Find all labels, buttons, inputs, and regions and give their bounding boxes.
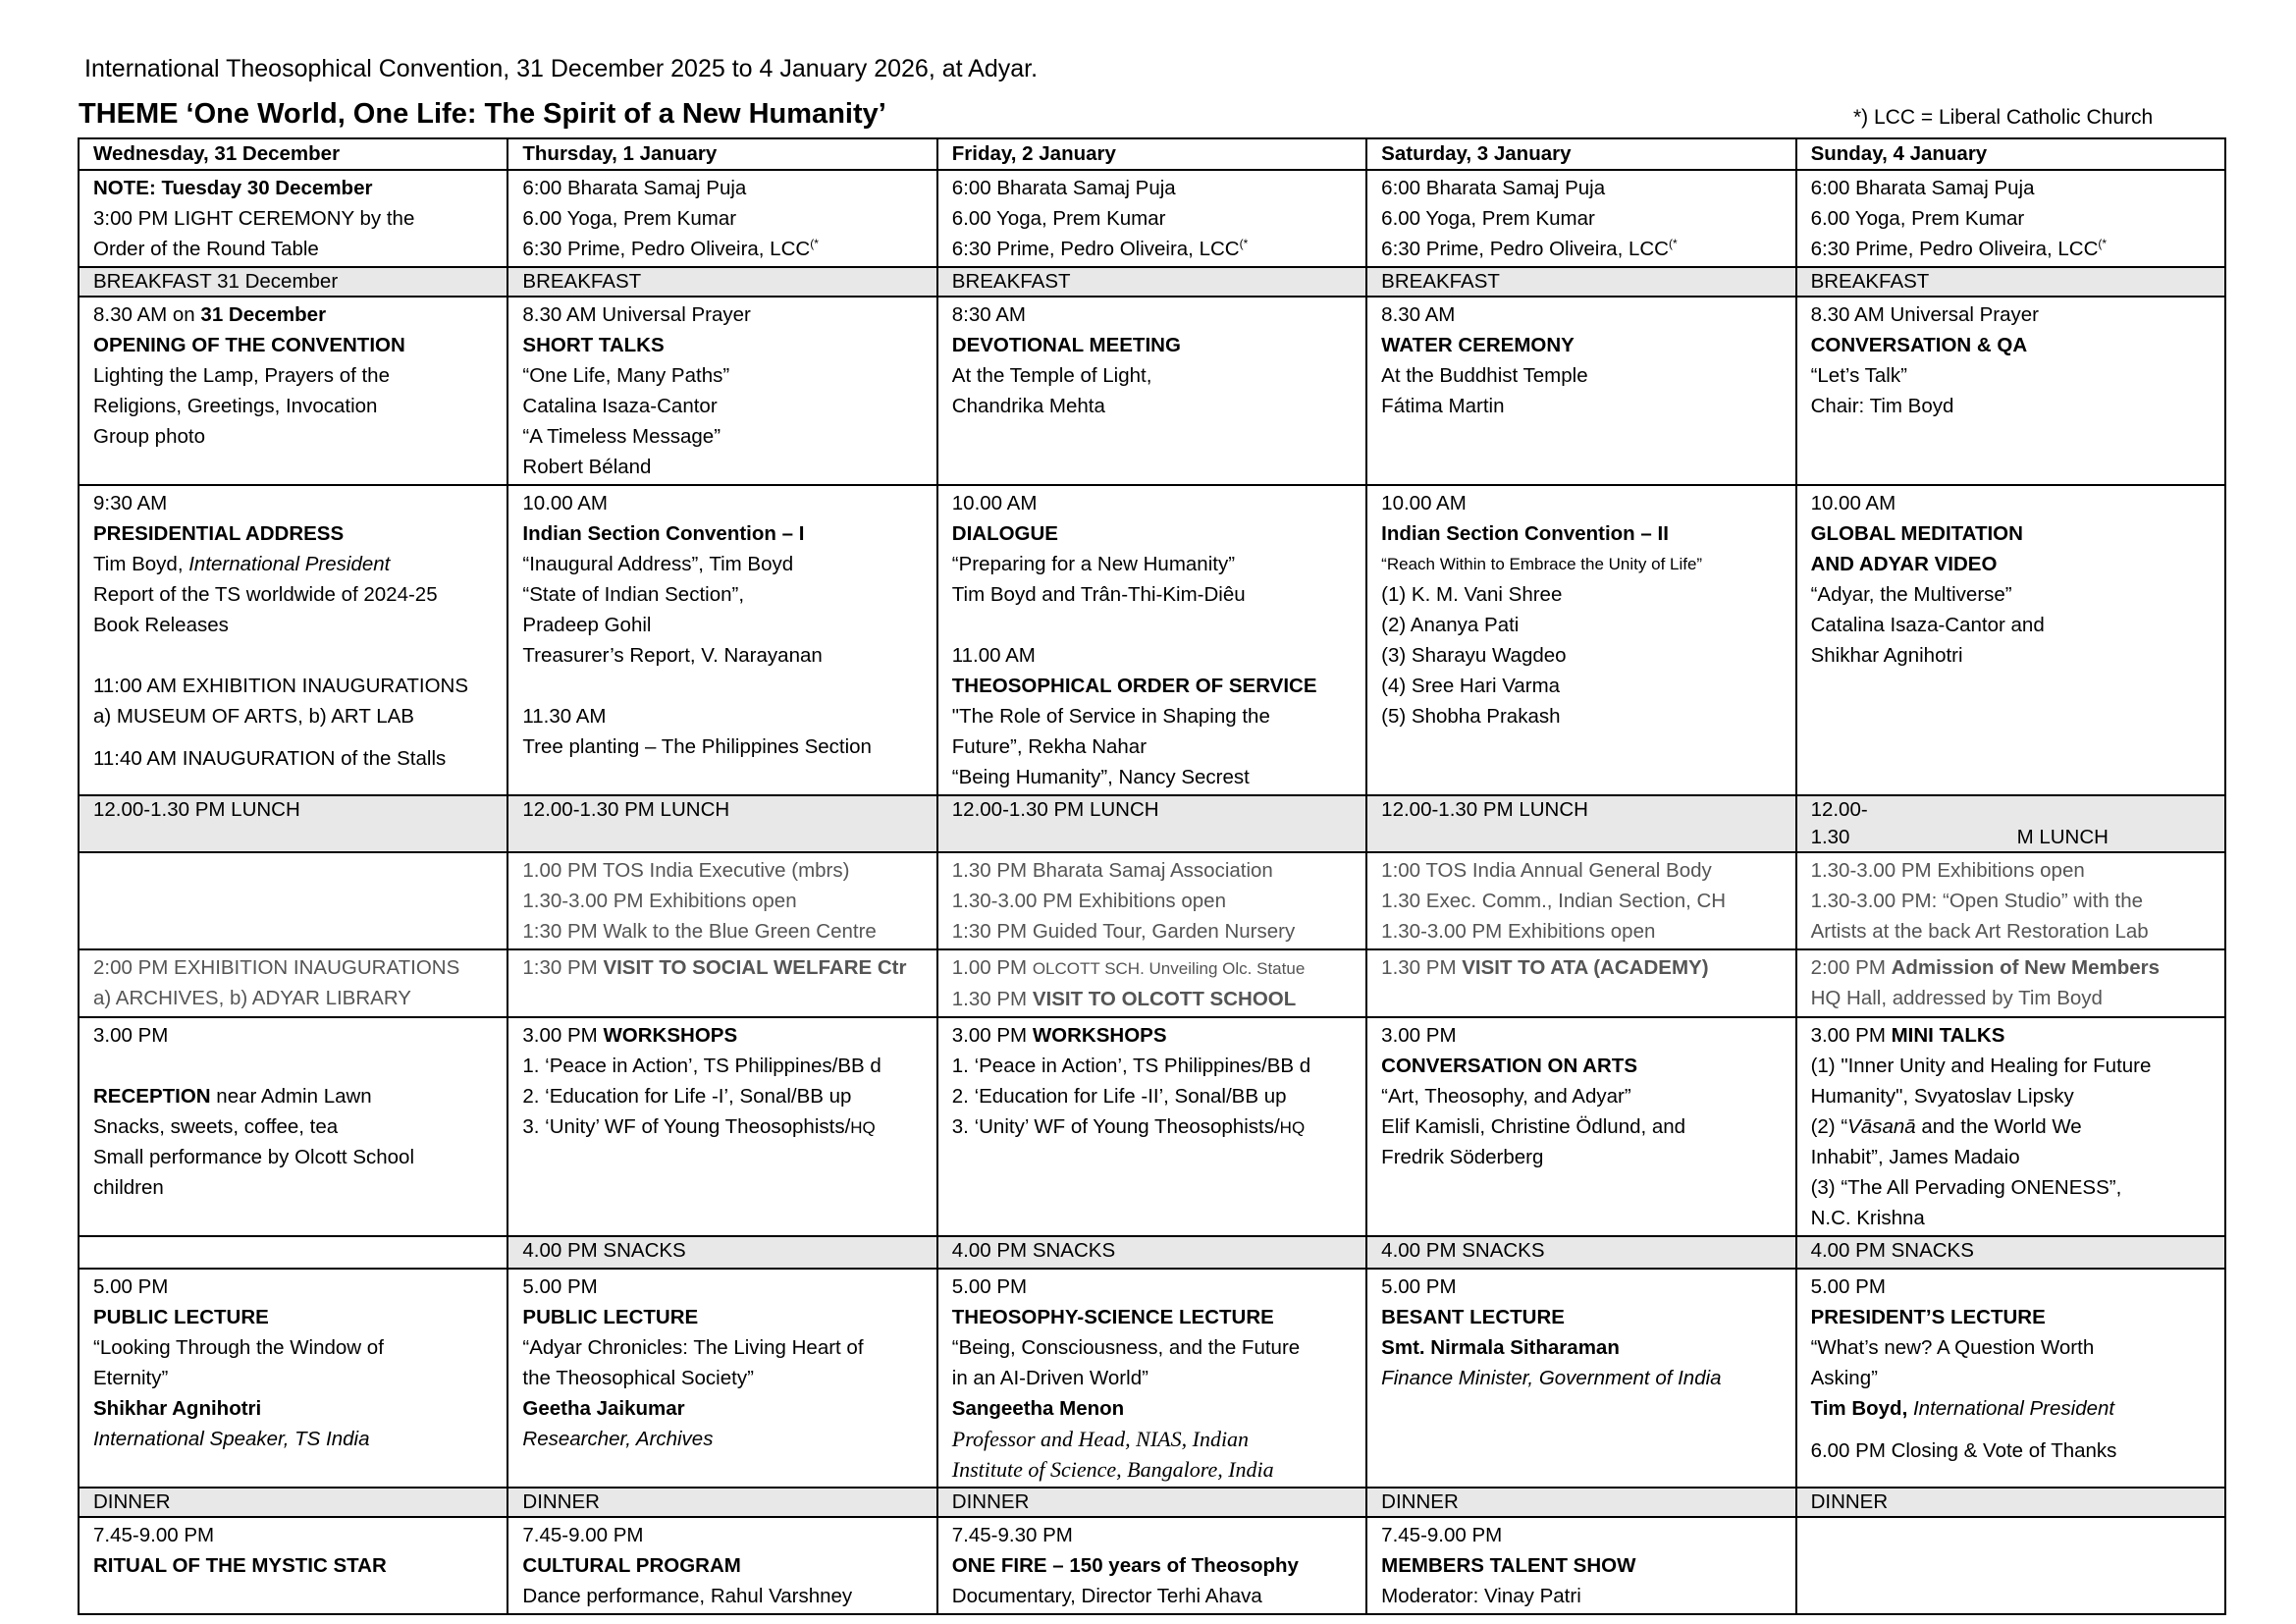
cell-line: Catalina Isaza-Cantor and — [1810, 614, 2045, 636]
cell-line: Snacks, sweets, coffee, tea — [93, 1115, 339, 1138]
cell-fri-late-morning — [937, 485, 1366, 795]
cell-thu-afternoon — [507, 852, 936, 949]
cell-sat-snacks: 4.00 PM SNACKS — [1366, 1236, 1795, 1269]
cell-line: RITUAL OF THE MYSTIC STAR — [93, 1554, 387, 1577]
cell-wed-visits — [79, 949, 507, 1017]
cell-sat-830 — [1366, 297, 1795, 485]
cell-line: 6:00 Bharata Samaj Puja — [1810, 177, 2035, 199]
cell-line: “Being, Consciousness, and the Future — [951, 1336, 1301, 1359]
cell-line: 6:30 Prime, Pedro Oliveira, LCC(* — [522, 237, 819, 260]
cell-line: Small performance by Olcott School — [93, 1146, 414, 1168]
cell-line: 1.30-3.00 PM Exhibitions open — [1810, 859, 2085, 882]
cell-line: Fátima Martin — [1381, 395, 1505, 417]
cell-line: 3:00 PM LIGHT CEREMONY by the — [93, 207, 415, 230]
day-header-sun: Sunday, 4 January — [1796, 138, 2225, 170]
cell-wed-dinner: DINNER — [79, 1488, 507, 1517]
lunch-row — [79, 795, 2225, 852]
early-afternoon-row — [79, 852, 2225, 949]
cell-sat-visits — [1366, 949, 1795, 1017]
cell-sun-lunch: 12.00-1.30 M LUNCH — [1796, 795, 2225, 852]
cell-thu-830 — [507, 297, 936, 485]
cell-line: 6:30 Prime, Pedro Oliveira, LCC(* — [1381, 237, 1678, 260]
cell-fri-lunch: 12.00-1.30 PM LUNCH — [937, 795, 1366, 852]
cell-wed-lecture — [79, 1269, 507, 1488]
cell-line: “What’s new? A Question Worth — [1810, 1336, 2095, 1359]
cell-line: “State of Indian Section”, — [522, 583, 745, 606]
cell-line: 1:30 PM Walk to the Blue Green Centre — [522, 920, 877, 943]
breakfast-row — [79, 267, 2225, 297]
cell-line: 6:00 Bharata Samaj Puja — [951, 177, 1176, 199]
cell-line: “Being Humanity”, Nancy Secrest — [951, 766, 1250, 788]
cell-line: 6:30 Prime, Pedro Oliveira, LCC(* — [951, 237, 1249, 260]
cell-line: 8.30 AM — [1381, 303, 1456, 326]
cell-line: 5.00 PM — [93, 1275, 169, 1298]
cell-line: 1.00 PM OLCOTT SCH. Unveiling Olc. Statue — [951, 956, 1306, 979]
cell-line: 6:00 Bharata Samaj Puja — [522, 177, 747, 199]
cell-line: 3.00 PM — [93, 1024, 169, 1047]
cell-line: “One Life, Many Paths” — [522, 364, 730, 387]
cell-line: 11.00 AM — [951, 644, 1036, 667]
cell-fri-lecture — [937, 1269, 1366, 1488]
cell-line: 1:30 PM VISIT TO SOCIAL WELFARE Ctr — [522, 956, 907, 979]
cell-line: Asking” — [1810, 1367, 1878, 1389]
cell-sat-early — [1366, 170, 1795, 267]
cell-line: HQ Hall, addressed by Tim Boyd — [1810, 987, 2103, 1009]
cell-fri-830 — [937, 297, 1366, 485]
cell-fri-afternoon — [937, 852, 1366, 949]
visits-row — [79, 949, 2225, 1017]
cell-line: Indian Section Convention – I — [522, 522, 805, 545]
convention-title: International Theosophical Convention, 31 December 2025 to 4 January 2026, at Adyar. — [84, 55, 1039, 82]
morning-830-row — [79, 297, 2225, 485]
cell-thu-late-morning — [507, 485, 936, 795]
cell-line: Chair: Tim Boyd — [1810, 395, 1954, 417]
cell-line: Geetha Jaikumar — [522, 1397, 685, 1420]
cell-line: 7.45-9.00 PM — [93, 1524, 215, 1546]
cell-line: DIALOGUE — [951, 522, 1058, 545]
cell-line: N.C. Krishna — [1810, 1207, 1925, 1229]
cell-wed-830 — [79, 297, 507, 485]
cell-line: Inhabit”, James Madaio — [1810, 1146, 2020, 1168]
cell-line: Smt. Nirmala Sitharaman — [1381, 1336, 1620, 1359]
cell-line: Book Releases — [93, 614, 229, 636]
cell-thu-early — [507, 170, 936, 267]
cell-line: “Art, Theosophy, and Adyar” — [1381, 1085, 1631, 1108]
cell-sat-lunch: 12.00-1.30 PM LUNCH — [1366, 795, 1795, 852]
cell-fri-early — [937, 170, 1366, 267]
cell-line: Researcher, Archives — [522, 1428, 714, 1450]
cell-line: Moderator: Vinay Patri — [1381, 1585, 1581, 1607]
cell-line: Elif Kamisli, Christine Ödlund, and — [1381, 1115, 1686, 1138]
cell-line: 11:40 AM INAUGURATION of the Stalls — [93, 747, 447, 770]
day-header-sat: Saturday, 3 January — [1366, 138, 1795, 170]
cell-line: Chandrika Mehta — [951, 395, 1105, 417]
cell-thu-visits — [507, 949, 936, 1017]
cell-line: BESANT LECTURE — [1381, 1306, 1565, 1328]
cell-sun-3pm — [1796, 1017, 2225, 1236]
cell-line: DEVOTIONAL MEETING — [951, 334, 1181, 356]
cell-line: PUBLIC LECTURE — [522, 1306, 699, 1328]
cell-line: 8.30 AM Universal Prayer — [1810, 303, 2039, 326]
cell-thu-3pm — [507, 1017, 936, 1236]
cell-line: Group photo — [93, 425, 205, 448]
cell-line: 10.00 AM — [951, 492, 1038, 514]
cell-line: 9:30 AM — [93, 492, 168, 514]
cell-line: PUBLIC LECTURE — [93, 1306, 269, 1328]
cell-line: (1) "Inner Unity and Healing for Future — [1810, 1055, 2152, 1077]
cell-line: 6.00 PM Closing & Vote of Thanks — [1810, 1439, 2117, 1462]
cell-line: 1:00 TOS India Annual General Body — [1381, 859, 1712, 882]
cell-sun-830 — [1796, 297, 2225, 485]
cell-sat-evening — [1366, 1517, 1795, 1614]
cell-line: Catalina Isaza-Cantor — [522, 395, 718, 417]
cell-line: Future”, Rekha Nahar — [951, 735, 1148, 758]
cell-line: “Preparing for a New Humanity” — [951, 553, 1236, 575]
cell-line: Robert Béland — [522, 456, 652, 478]
afternoon-3pm-row — [79, 1017, 2225, 1236]
cell-line: ONE FIRE – 150 years of Theosophy — [951, 1554, 1299, 1577]
cell-thu-snacks: 4.00 PM SNACKS — [507, 1236, 936, 1269]
cell-line: (1) K. M. Vani Shree — [1381, 583, 1563, 606]
cell-line: Sangeetha Menon — [951, 1397, 1125, 1420]
cell-line: CONVERSATION ON ARTS — [1381, 1055, 1637, 1077]
cell-fri-3pm — [937, 1017, 1366, 1236]
cell-line: “Adyar Chronicles: The Living Heart of — [522, 1336, 864, 1359]
cell-line: 3.00 PM WORKSHOPS — [951, 1024, 1167, 1047]
cell-line: 1:30 PM Guided Tour, Garden Nursery — [951, 920, 1296, 943]
cell-line: Documentary, Director Terhi Ahava — [951, 1585, 1262, 1607]
cell-line: THEOSOPHY-SCIENCE LECTURE — [951, 1306, 1274, 1328]
cell-fri-breakfast: BREAKFAST — [937, 267, 1366, 297]
cell-line: Dance performance, Rahul Varshney — [522, 1585, 853, 1607]
cell-line: Pradeep Gohil — [522, 614, 652, 636]
cell-line: “Reach Within to Embrace the Unity of Life” — [1381, 555, 1703, 573]
cell-line: 1.30 PM VISIT TO ATA (ACADEMY) — [1381, 956, 1709, 979]
cell-line: “Looking Through the Window of — [93, 1336, 384, 1359]
cell-line: 11.30 AM — [522, 705, 607, 728]
cell-line: 8:30 AM — [951, 303, 1026, 326]
cell-line: Shikhar Agnihotri — [1810, 644, 1963, 667]
cell-line: MEMBERS TALENT SHOW — [1381, 1554, 1636, 1577]
cell-line: Treasurer’s Report, V. Narayanan — [522, 644, 823, 667]
cell-line: a) ARCHIVES, b) ADYAR LIBRARY — [93, 987, 411, 1009]
cell-sun-early — [1796, 170, 2225, 267]
cell-line: (3) Sharayu Wagdeo — [1381, 644, 1567, 667]
cell-line: 1.30 Exec. Comm., Indian Section, CH — [1381, 890, 1727, 912]
cell-line: 3.00 PM WORKSHOPS — [522, 1024, 738, 1047]
cell-line: (3) “The All Pervading ONENESS”, — [1810, 1176, 2122, 1199]
cell-line: 1.00 PM TOS India Executive (mbrs) — [522, 859, 850, 882]
cell-line: 1. ‘Peace in Action’, TS Philippines/BB d — [951, 1055, 1311, 1077]
cell-line: GLOBAL MEDITATION — [1810, 522, 2023, 545]
cell-line: 10.00 AM — [522, 492, 609, 514]
cell-line: 3.00 PM MINI TALKS — [1810, 1024, 2005, 1047]
lcc-note: *) LCC = Liberal Catholic Church — [1853, 106, 2154, 129]
cell-line: 8.30 AM on 31 December — [93, 303, 327, 326]
evening-lecture-row — [79, 1269, 2225, 1488]
day-header-thu: Thursday, 1 January — [507, 138, 936, 170]
cell-wed-evening — [79, 1517, 507, 1614]
cell-line: 5.00 PM — [522, 1275, 598, 1298]
cell-line: CONVERSATION & QA — [1810, 334, 2028, 356]
cell-line: 2. ‘Education for Life -I’, Sonal/BB up — [522, 1085, 852, 1108]
cell-line: 6.00 Yoga, Prem Kumar — [1810, 207, 2025, 230]
cell-line: AND ADYAR VIDEO — [1810, 553, 1998, 575]
cell-line: Religions, Greetings, Invocation — [93, 395, 378, 417]
cell-fri-snacks: 4.00 PM SNACKS — [937, 1236, 1366, 1269]
cell-line: 5.00 PM — [1381, 1275, 1457, 1298]
day-header-fri: Friday, 2 January — [937, 138, 1366, 170]
cell-line: children — [93, 1176, 164, 1199]
cell-line: (4) Sree Hari Varma — [1381, 675, 1561, 697]
cell-wed-late-morning — [79, 485, 507, 795]
cell-line: 10.00 AM — [1381, 492, 1467, 514]
cell-line: At the Temple of Light, — [951, 364, 1152, 387]
cell-sun-afternoon — [1796, 852, 2225, 949]
cell-thu-evening — [507, 1517, 936, 1614]
cell-line: THEOSOPHICAL ORDER OF SERVICE — [951, 675, 1317, 697]
cell-line: RECEPTION near Admin Lawn — [93, 1085, 372, 1108]
theme-title: THEME ‘One World, One Life: The Spirit of a New Humanity’ — [79, 98, 886, 130]
cell-sun-breakfast: BREAKFAST — [1796, 267, 2225, 297]
cell-line: Institute of Science, Bangalore, India — [951, 1457, 1274, 1482]
cell-line: (2) “Vāsanā and the World We — [1810, 1115, 2082, 1138]
snacks-row — [79, 1236, 2225, 1269]
dinner-row — [79, 1488, 2225, 1517]
cell-line: 6.00 Yoga, Prem Kumar — [951, 207, 1166, 230]
cell-line: OPENING OF THE CONVENTION — [93, 334, 405, 356]
cell-line: 6.00 Yoga, Prem Kumar — [522, 207, 737, 230]
cell-wed-snacks — [79, 1236, 507, 1269]
cell-line: 5.00 PM — [1810, 1275, 1886, 1298]
cell-line: Indian Section Convention – II — [1381, 522, 1669, 545]
day-header-row — [79, 138, 2225, 170]
cell-line: 6:00 Bharata Samaj Puja — [1381, 177, 1606, 199]
cell-wed-3pm — [79, 1017, 507, 1236]
cell-line: Artists at the back Art Restoration Lab — [1810, 920, 2149, 943]
cell-line: 6.00 Yoga, Prem Kumar — [1381, 207, 1595, 230]
cell-line: “Let’s Talk” — [1810, 364, 1907, 387]
cell-thu-lunch: 12.00-1.30 PM LUNCH — [507, 795, 936, 852]
cell-sat-dinner: DINNER — [1366, 1488, 1795, 1517]
cell-wed-afternoon — [79, 852, 507, 949]
cell-sun-dinner: DINNER — [1796, 1488, 2225, 1517]
cell-line: 3. ‘Unity’ WF of Young Theosophists/HQ — [951, 1115, 1306, 1138]
cell-line: 1. ‘Peace in Action’, TS Philippines/BB d — [522, 1055, 881, 1077]
cell-line: 8.30 AM Universal Prayer — [522, 303, 751, 326]
cell-wed-early — [79, 170, 507, 267]
cell-sun-late-morning — [1796, 485, 2225, 795]
cell-line: 3.00 PM — [1381, 1024, 1457, 1047]
cell-line: 7.45-9.00 PM — [522, 1524, 644, 1546]
cell-line: At the Buddhist Temple — [1381, 364, 1588, 387]
early-morning-row — [79, 170, 2225, 267]
cell-thu-lecture — [507, 1269, 936, 1488]
cell-line: Tim Boyd, International President — [93, 553, 391, 575]
cell-sat-3pm — [1366, 1017, 1795, 1236]
cell-line: Professor and Head, NIAS, Indian — [951, 1427, 1250, 1451]
cell-line: 1.30 PM Bharata Samaj Association — [951, 859, 1273, 882]
cell-sat-late-morning — [1366, 485, 1795, 795]
cell-line: CULTURAL PROGRAM — [522, 1554, 741, 1577]
cell-line: “A Timeless Message” — [522, 425, 721, 448]
cell-line: 11:00 AM EXHIBITION INAUGURATIONS — [93, 675, 468, 697]
day-header-wed: Wednesday, 31 December — [79, 138, 507, 170]
cell-sun-snacks: 4.00 PM SNACKS — [1796, 1236, 2225, 1269]
cell-line: 7.45-9.00 PM — [1381, 1524, 1503, 1546]
cell-line: Order of the Round Table — [93, 238, 319, 260]
cell-line: the Theosophical Society” — [522, 1367, 754, 1389]
cell-wed-breakfast: BREAKFAST 31 December — [79, 267, 507, 297]
cell-line: Humanity", Svyatoslav Lipsky — [1810, 1085, 2074, 1108]
cell-line: 7.45-9.30 PM — [951, 1524, 1073, 1546]
cell-line: "The Role of Service in Shaping the — [951, 705, 1270, 728]
cell-line: PRESIDENT’S LECTURE — [1810, 1306, 2046, 1328]
cell-line: Finance Minister, Government of India — [1381, 1367, 1722, 1389]
cell-sat-afternoon — [1366, 852, 1795, 949]
cell-line: Tree planting – The Philippines Section — [522, 735, 872, 758]
cell-line: PRESIDENTIAL ADDRESS — [93, 522, 345, 545]
cell-line: 10.00 AM — [1810, 492, 1896, 514]
cell-line: Tim Boyd and Trân-Thi-Kim-Diêu — [951, 583, 1246, 606]
cell-line: 1.30-3.00 PM: “Open Studio” with the — [1810, 890, 2143, 912]
cell-line: 2. ‘Education for Life -II’, Sonal/BB up — [951, 1085, 1287, 1108]
cell-sun-evening — [1796, 1517, 2225, 1614]
cell-thu-dinner: DINNER — [507, 1488, 936, 1517]
cell-line: Fredrik Söderberg — [1381, 1146, 1544, 1168]
cell-sat-breakfast: BREAKFAST — [1366, 267, 1795, 297]
cell-line: “Adyar, the Multiverse” — [1810, 583, 2012, 606]
cell-fri-evening — [937, 1517, 1366, 1614]
cell-sat-lecture — [1366, 1269, 1795, 1488]
cell-line: 1.30-3.00 PM Exhibitions open — [1381, 920, 1656, 943]
cell-line: “Inaugural Address”, Tim Boyd — [522, 553, 794, 575]
cell-line: (2) Ananya Pati — [1381, 614, 1520, 636]
cell-wed-lunch: 12.00-1.30 PM LUNCH — [79, 795, 507, 852]
cell-line: International Speaker, TS India — [93, 1428, 370, 1450]
cell-line: Lighting the Lamp, Prayers of the — [93, 364, 390, 387]
cell-line: Report of the TS worldwide of 2024-25 — [93, 583, 438, 606]
cell-line: 6:30 Prime, Pedro Oliveira, LCC(* — [1810, 237, 2108, 260]
cell-fri-dinner: DINNER — [937, 1488, 1366, 1517]
cell-line: 1.30-3.00 PM Exhibitions open — [522, 890, 797, 912]
cell-line: Shikhar Agnihotri — [93, 1397, 262, 1420]
cell-line: 5.00 PM — [951, 1275, 1028, 1298]
schedule-table — [78, 137, 2226, 1615]
late-morning-row — [79, 485, 2225, 795]
cell-line: SHORT TALKS — [522, 334, 665, 356]
cell-sun-visits — [1796, 949, 2225, 1017]
cell-line: 2:00 PM EXHIBITION INAUGURATIONS — [93, 956, 460, 979]
cell-fri-visits — [937, 949, 1366, 1017]
cell-line: (5) Shobha Prakash — [1381, 705, 1561, 728]
cell-line: Eternity” — [93, 1367, 169, 1389]
cell-line: 1.30 PM VISIT TO OLCOTT SCHOOL — [951, 988, 1297, 1010]
cell-line: 1.30-3.00 PM Exhibitions open — [951, 890, 1226, 912]
cell-line: 3. ‘Unity’ WF of Young Theosophists/HQ — [522, 1115, 876, 1138]
evening-program-row — [79, 1517, 2225, 1614]
cell-line: a) MUSEUM OF ARTS, b) ART LAB — [93, 705, 414, 728]
cell-line: 2:00 PM Admission of New Members — [1810, 956, 2160, 979]
cell-sun-lecture — [1796, 1269, 2225, 1488]
cell-line: NOTE: Tuesday 30 December — [93, 177, 373, 199]
cell-line: WATER CEREMONY — [1381, 334, 1575, 356]
cell-line: in an AI-Driven World” — [951, 1367, 1148, 1389]
cell-line: Tim Boyd, International President — [1810, 1397, 2115, 1420]
cell-thu-breakfast: BREAKFAST — [507, 267, 936, 297]
